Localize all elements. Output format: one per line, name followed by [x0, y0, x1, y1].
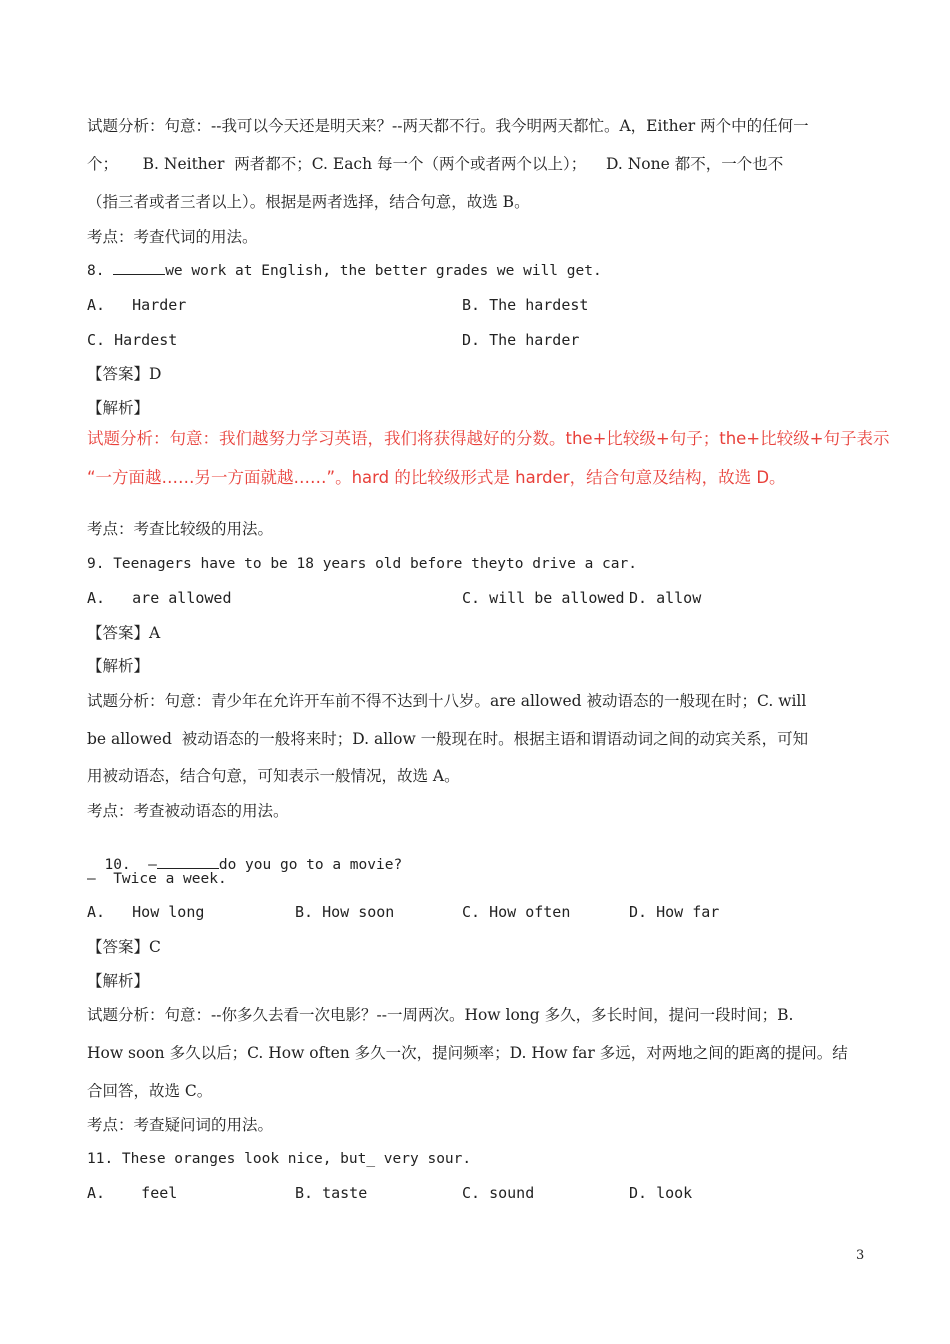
- q8-option-b: B. The hardest: [462, 296, 589, 314]
- q11-stem: 11. These oranges look nice, but_ very sour.: [87, 1151, 472, 1167]
- q7-knowledge-point: 考点：考查代词的用法。: [87, 228, 258, 246]
- q7-analysis-line1: 试题分析：句意：--我可以今天还是明天来？--两天都不行。我今明两天都忙。A，Either 两个中的任何一: [87, 117, 809, 135]
- q10-analysis-line3: 合回答，故选 C。: [87, 1082, 213, 1100]
- q8-knowledge-point: 考点：考查比较级的用法。: [87, 520, 274, 538]
- q9-option-a: A. are allowed: [87, 589, 232, 607]
- q10-option-d: D. How far: [629, 903, 720, 921]
- q11-option-a: A. feel: [87, 1184, 178, 1202]
- q9-option-d: D. allow: [629, 589, 702, 607]
- q10-option-a: A. How long: [87, 903, 205, 921]
- q7-analysis-line3: （指三者或者三者以上）。根据是两者选择，结合句意，故选 B。: [87, 193, 530, 211]
- q9-analysis-line1: 试题分析：句意：青少年在允许开车前不得不达到十八岁。are allowed 被动语态的一般现在时；C. will: [87, 692, 807, 710]
- q9-analysis-line2: be allowed 被动语态的一般将来时；D. allow 一般现在时。根据主语和谓语动词之间的动宾关系，可知: [87, 730, 809, 748]
- q8-answer: 【答案】D: [87, 365, 162, 383]
- q9-option-c: C. will be allowed: [462, 589, 625, 607]
- q10-analysis-line1: 试题分析：句意：--你多久去看一次电影？--一周两次。How long 多久，多长时间，提问一段时间；B.: [87, 1006, 794, 1024]
- q8-blank: [113, 260, 165, 275]
- q8-analysis-label: 【解析】: [87, 399, 150, 417]
- q10-number: 10. —: [104, 857, 157, 873]
- q8-option-a: A. Harder: [87, 296, 187, 314]
- q10-analysis-line2: How soon 多久以后；C. How often 多久一次，提问频率；D. How far 多远，对两地之间的距离的提问。结: [87, 1044, 848, 1062]
- q8-number: 8.: [87, 263, 105, 279]
- q9-analysis-line3: 用被动语态，结合句意，可知表示一般情况，故选 A。: [87, 767, 460, 785]
- q10-blank: [157, 854, 219, 869]
- q11-option-b: B. taste: [295, 1184, 368, 1202]
- q9-answer: 【答案】A: [87, 624, 161, 642]
- q9-stem: 9. Teenagers have to be 18 years old before theyto drive a car.: [87, 556, 637, 572]
- q10-option-b: B. How soon: [295, 903, 395, 921]
- q8-analysis-line2: “一方面越……另一方面就越……”。hard 的比较级形式是 harder，结合句意及结构，故选 D。: [87, 468, 786, 487]
- q11-option-c: C. sound: [462, 1184, 535, 1202]
- q7-analysis-line2: 个； B. Neither 两者都不；C. Each 每一个（两个或者两个以上）； D. None 都不，一个也不: [87, 155, 784, 173]
- q11-option-d: D. look: [629, 1184, 693, 1202]
- q10-option-c: C. How often: [462, 903, 571, 921]
- q10-answer: 【答案】C: [87, 938, 161, 956]
- q8-stem: [87, 260, 602, 281]
- q10-stem-text: do you go to a movie?: [218, 857, 403, 873]
- q8-option-d: D. The harder: [462, 331, 580, 349]
- q10-analysis-label: 【解析】: [87, 972, 150, 990]
- q8-option-c: C. Hardest: [87, 331, 178, 349]
- q8-analysis-line1: 试题分析：句意：我们越努力学习英语，我们将获得越好的分数。the+比较级+句子；the+比较级+句子表示: [87, 429, 890, 448]
- q10-knowledge-point: 考点：考查疑问词的用法。: [87, 1116, 274, 1134]
- q10-reply: — Twice a week.: [87, 871, 227, 887]
- q8-stem-text: we work at English, the better grades we will get.: [165, 263, 602, 279]
- q9-analysis-label: 【解析】: [87, 657, 150, 675]
- page-number: 3: [856, 1248, 865, 1263]
- q9-knowledge-point: 考点：考查被动语态的用法。: [87, 802, 289, 820]
